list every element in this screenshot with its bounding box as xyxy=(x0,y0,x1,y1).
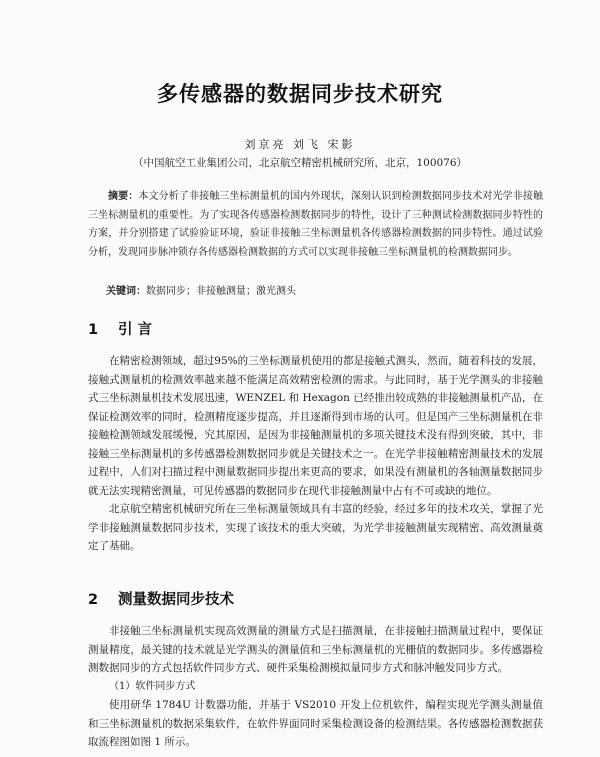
section-1-paragraph-1: 在精密检测领域，超过95%的三坐标测量机使用的都是接触式测头，然而，随着科技的发展，接触式测量机的检测效率越来越不能满足高效精密检测的需求。与此同时，基于光学测头的非接触式三坐标测量机技术发展迅速，WENZEL 和 Hexagon 已经推出较成熟的非接触测量机产品，在保证检测效率的同时，检测精度逐步提高，并且逐渐得到市场的认可。但是国产三坐标测量机在非接触检测领域发展缓慢，究其原因，是因为非接触测量机的多项关键技术没有得到突破，其中，非接触三坐标测量机的多传感器检测数据同步就是关键技术之一。在光学非接触精密测量技术的发展过程中，人们对扫描过程中测量数据同步提出来更高的要求，如果没有测量机的各轴测量数据同步就无法实现精密测量，可见传感器的数据同步在现代非接触测量中占有不可或缺的地位。 xyxy=(88,355,543,497)
section-1-heading xyxy=(88,318,152,339)
section-2-paragraph-1: 非接触三坐标测量机实现高效测量的测量方式是扫描测量，在非接触扫描测量过程中，要保证测量精度，最关键的技术就是光学测头的测量值和三坐标测量机的光栅值的数据同步。多传感器检测数据同步的方式包括软件同步方式、硬件采集检测模拟量同步方式和脉冲触发同步方式。 xyxy=(88,625,543,674)
keywords xyxy=(106,282,546,297)
section-1-paragraph-2: 北京航空精密机械研究所在三坐标测量领域具有丰富的经验，经过多年的技术攻关，掌握了光学非接触测量数据同步技术，实现了该技术的重大突破，为光学非接触测量实现精密、高效测量奠定了基础。 xyxy=(88,503,543,552)
section-1-title: 引 言 xyxy=(118,322,153,338)
section-2-number: 2 xyxy=(88,592,99,608)
paper-affiliation: （中国航空工业集团公司，北京航空精密机械研究所，北京，100076） xyxy=(132,157,468,169)
abstract xyxy=(88,188,543,262)
abstract-label: 摘要： xyxy=(108,191,139,202)
keywords-text: 数据同步；非接触测量；激光测头 xyxy=(146,286,296,297)
section-2-subheading: （1）软件同步方式 xyxy=(109,680,196,692)
section-1-number: 1 xyxy=(88,322,99,338)
section-2-paragraph-2: 使用研华 1784U 计数器功能，并基于 VS2010 开发上位机软件，编程实现光学测头测量值和三坐标测量机的数据采集软件，在软件界面同时采集检测设备的检测结果。各传感器检测数据获取流程图如图 1 所示。 xyxy=(88,699,543,748)
section-2-title: 测量数据同步技术 xyxy=(118,592,234,608)
abstract-text: 本文分析了非接触三坐标测量机的国内外现状，深刻认识到检测数据同步技术对光学非接触三坐标测量机的重要性。为了实现各传感器检测数据同步的特性，设计了三种测试检测数据同步特性的方案，并分别搭建了试验验证环境，验证非接触三坐标测量机各传感器检测数据的同步特性。通过试验分析，发现同步脉冲锁存各传感器检测数据的方式可以实现非接触三坐标测量机的检测数据同步。 xyxy=(88,191,544,258)
paper-authors: 刘京亮 刘飞 宋影 xyxy=(244,138,356,151)
paper-title: 多传感器的数据同步技术研究 xyxy=(157,82,443,106)
keywords-label: 关键词： xyxy=(106,286,146,297)
section-2-heading xyxy=(88,588,234,609)
section-1-body xyxy=(88,352,543,556)
section-2-body xyxy=(88,622,543,752)
